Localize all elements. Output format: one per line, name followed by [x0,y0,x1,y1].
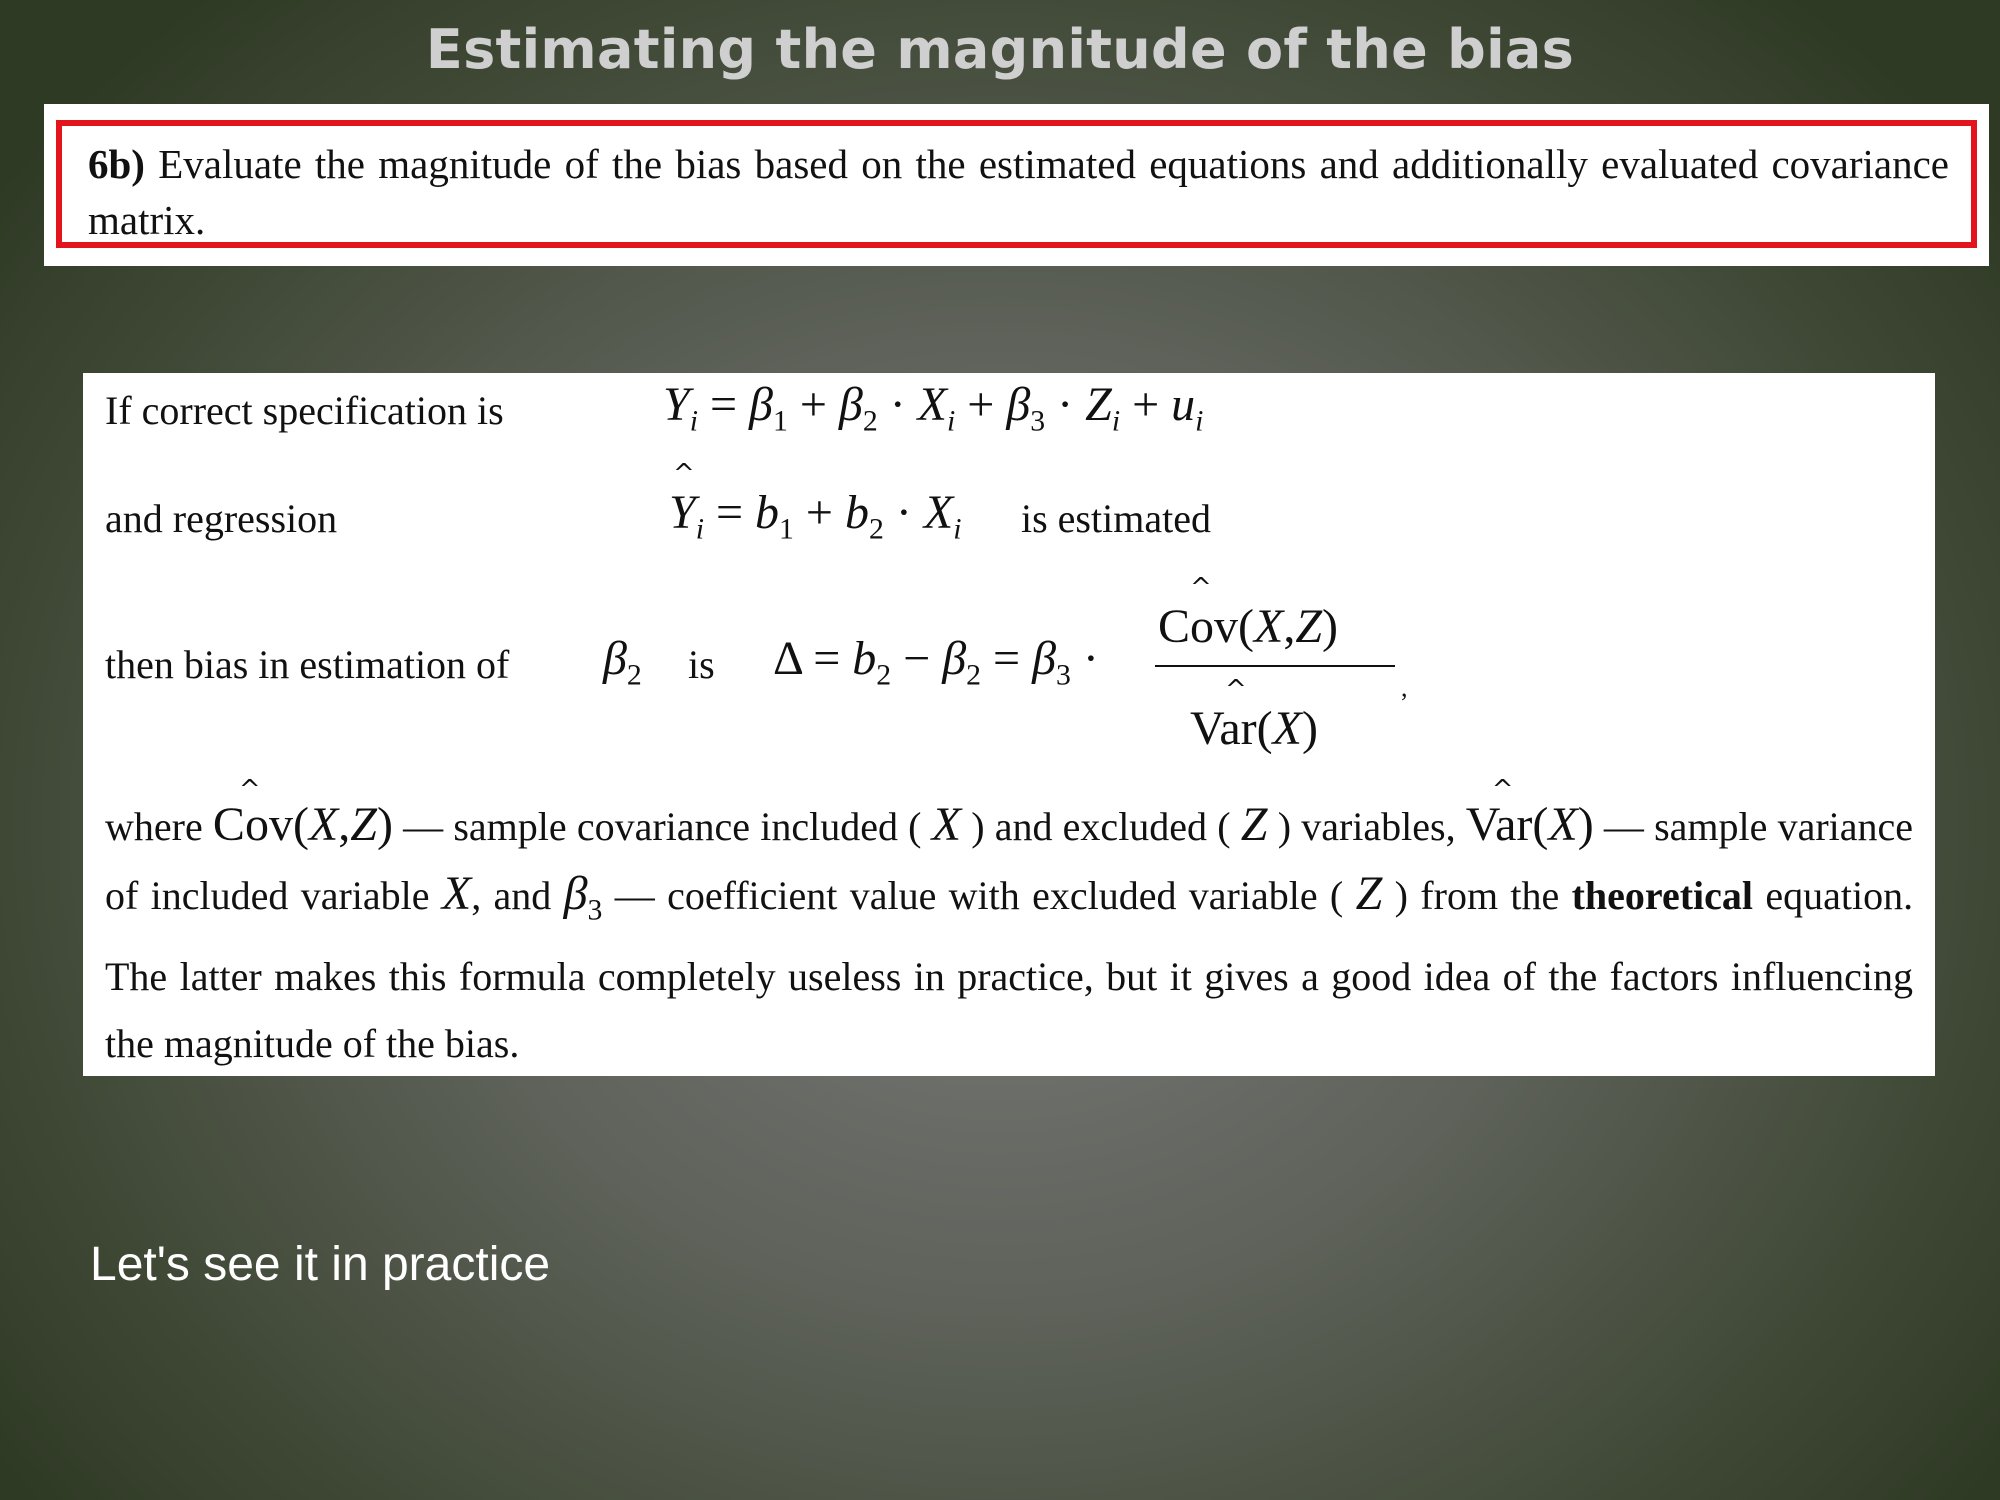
slide-title: Estimating the magnitude of the bias [425,18,1575,81]
task-label: 6b) [88,141,145,187]
regression-label: and regression [105,496,338,541]
estimated-equation: $Y_i = b_1 + b_2 \cdot X_i$ [669,486,962,546]
hat-icon: ^ [1190,573,1212,603]
cov-term: ^ Cov(X,Z) [212,775,393,851]
explanation-paragraph: where ^ Cov(X,Z) — sample covariance included ( X ) and excluded ( Z ) variables, ^ Var(X) — sample variance of included variable X, and $\beta_3$ — coefficient value with excluded variable ( Z ) from the theoretical equation. The latter makes this formula completely useless in practice, but it gives a good idea of the factors influencing the magnitude of the bias. [105,775,1914,1067]
bias-formula: $\Delta = b_2 - \beta_2 = \beta_3$ · [773,632,1099,692]
hat-icon: ^ [1225,675,1247,705]
hat-icon: ^ [673,459,695,489]
task-text: Evaluate the magnitude of the bias based on the estimated equations and additionally evaluated covariance matrix. [88,141,1949,243]
true-model-equation: $Y_i = \beta_1 + \beta_2 \cdot X_i + \beta_3 \cdot Z_i + u_i$ [663,378,1204,438]
bias-label: then bias in estimation of [105,642,510,687]
task-box [44,104,1989,266]
var-term: ^ Var(X) [1465,775,1594,851]
cov-numerator: Cov(X,Z) [1158,600,1339,653]
var-denominator: Var(X) [1190,702,1318,755]
estimated-suffix: is estimated [1021,496,1211,541]
task-statement [56,120,1977,248]
spec-label: If correct specification is [105,388,504,433]
bias-is: is [688,642,715,687]
footer-text: Let's see it in practice [90,1238,551,1291]
beta2-symbol: $\beta_2$ [603,632,642,692]
formula-panel [83,373,1935,1076]
comma: , [1401,673,1408,702]
fraction-line [1155,665,1395,667]
